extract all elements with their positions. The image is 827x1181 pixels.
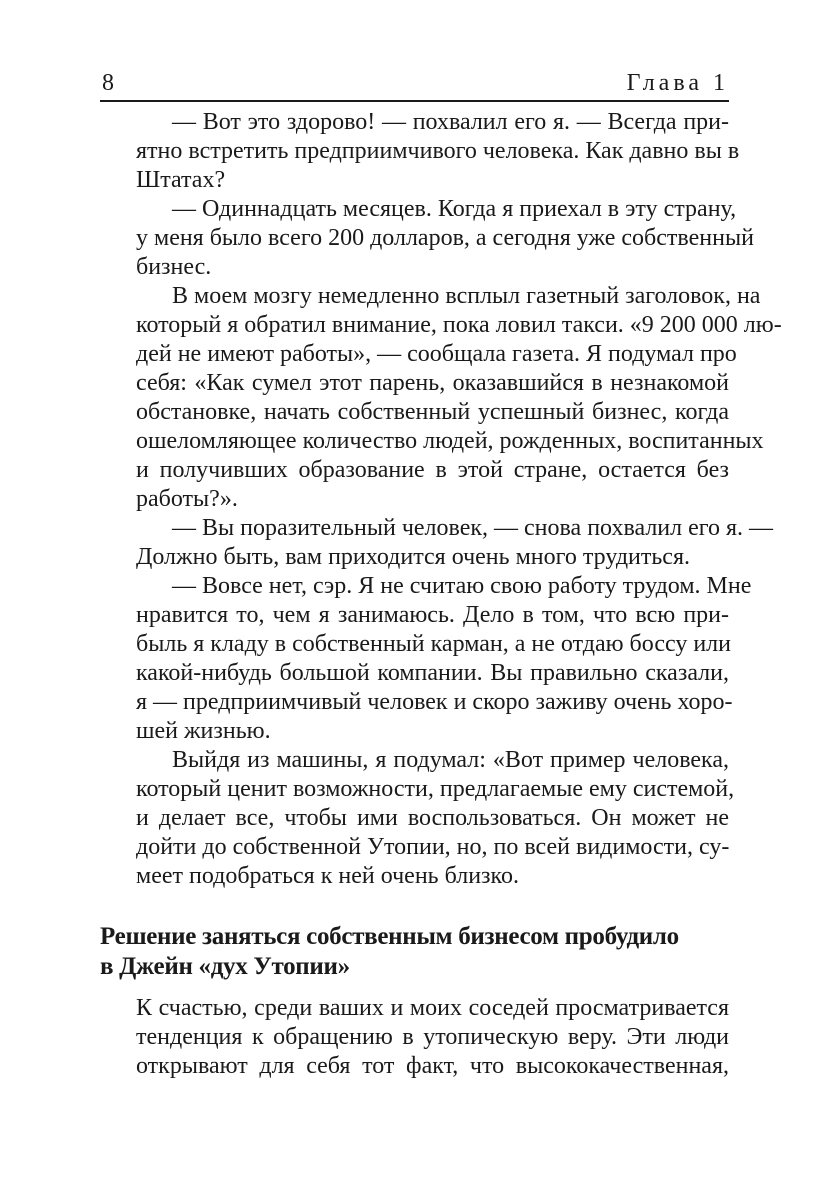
text-line: меет подобраться к ней очень близко. bbox=[136, 863, 519, 889]
text-line: нравится то, чем я занимаюсь. Дело в том, что всю при- bbox=[136, 602, 729, 628]
text-line: обстановке, начать собственный успешный бизнес, когда bbox=[136, 399, 729, 425]
text-line: работы?». bbox=[136, 486, 238, 512]
text-line: который ценит возможности, предлагаемые ему системой, bbox=[136, 776, 735, 802]
text-line: я — предприимчивый человек и скоро заживу очень хоро- bbox=[136, 689, 733, 715]
text-line: К счастью, среди ваших и моих соседей просматривается bbox=[136, 995, 729, 1021]
text-line: и получивших образование в этой стране, остается без bbox=[136, 457, 729, 483]
text-line: — Одиннадцать месяцев. Когда я приехал в эту страну, bbox=[172, 196, 737, 222]
text-line: быль я кладу в собственный карман, а не отдаю боссу или bbox=[136, 631, 731, 657]
text-line: дойти до собственной Утопии, но, по всей видимости, су- bbox=[136, 834, 730, 860]
text-line: какой-нибудь большой компании. Вы правильно сказали, bbox=[136, 660, 729, 686]
text-line: — Вы поразительный человек, — снова похвалил его я. — bbox=[172, 515, 774, 541]
text-line: Должно быть, вам приходится очень много трудиться. bbox=[136, 544, 690, 570]
heading-line: в Джейн «дух Утопии» bbox=[100, 953, 350, 980]
section-paragraph bbox=[100, 994, 729, 1081]
text-line: ятно встретить предприимчивого человека. Как давно вы в bbox=[136, 138, 740, 164]
text-line: — Вовсе нет, сэр. Я не считаю свою работу трудом. Мне bbox=[172, 573, 752, 599]
text-line: шей жизнью. bbox=[136, 718, 271, 744]
paragraph-3 bbox=[100, 282, 782, 514]
page-number: 8 bbox=[102, 70, 114, 96]
chapter-label: Глава 1 bbox=[626, 70, 729, 96]
paragraph-5 bbox=[100, 572, 752, 746]
text-line: и делает все, чтобы ими воспользоваться. Он может не bbox=[136, 805, 729, 831]
text-line: ошеломляющее количество людей, рожденных, воспитанных bbox=[136, 428, 764, 454]
text-line: Выйдя из машины, я подумал: «Вот пример человека, bbox=[172, 747, 729, 773]
text-line: бизнес. bbox=[136, 254, 212, 280]
paragraph-6 bbox=[100, 746, 735, 891]
text-line: Штатах? bbox=[136, 167, 226, 193]
section-heading bbox=[100, 922, 729, 982]
paragraph-4 bbox=[100, 514, 774, 572]
heading-line: Решение заняться собственным бизнесом пробудило bbox=[100, 923, 679, 950]
text-line: — Вот это здорово! — похвалил его я. — Всегда при- bbox=[172, 109, 729, 135]
text-line: дей не имеют работы», — сообщала газета. Я подумал про bbox=[136, 341, 737, 367]
text-line: который я обратил внимание, пока ловил такси. «9 200 000 лю- bbox=[136, 312, 782, 338]
running-head bbox=[100, 66, 729, 102]
text-line: у меня было всего 200 долларов, а сегодня уже собственный bbox=[136, 225, 754, 251]
text-line: В моем мозгу немедленно всплыл газетный заголовок, на bbox=[172, 283, 761, 309]
body-text bbox=[100, 108, 782, 1081]
book-page bbox=[100, 66, 782, 1081]
paragraph-1 bbox=[100, 108, 740, 195]
paragraph-2 bbox=[100, 195, 754, 282]
text-line: себя: «Как сумел этот парень, оказавшийся в незнакомой bbox=[136, 370, 729, 396]
text-line: открывают для себя тот факт, что высококачественная, bbox=[136, 1053, 729, 1079]
text-line: тенденция к обращению в утопическую веру. Эти люди bbox=[136, 1024, 729, 1050]
